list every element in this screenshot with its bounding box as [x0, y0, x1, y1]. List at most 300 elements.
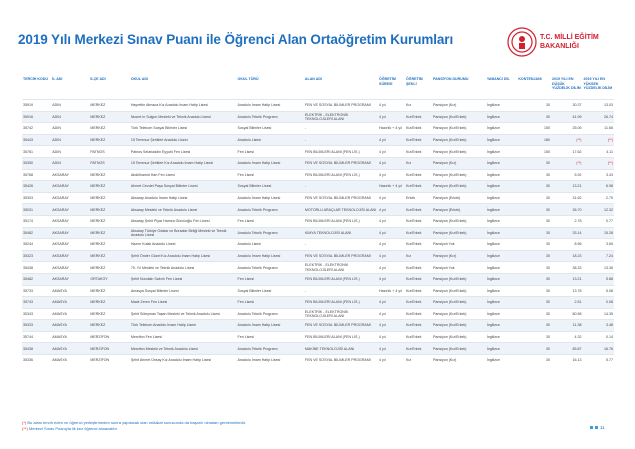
table-cell: 3.48	[582, 320, 614, 332]
table-cell: 35336	[22, 355, 51, 366]
table-row	[22, 331, 614, 343]
table-cell: 18.23	[551, 250, 582, 262]
table-cell: 30	[517, 227, 551, 239]
table-cell: AKSARAY	[51, 262, 89, 274]
table-cell: MERKEZ	[89, 123, 129, 135]
table-cell: 0.77	[582, 215, 614, 227]
table-cell: 4 yıl	[378, 320, 405, 332]
table-cell: 35482	[22, 273, 51, 285]
table-cell: İngilizce	[486, 250, 517, 262]
table-cell: MERKEZ	[89, 100, 129, 112]
table-cell: Hazım Kulak Anadolu Lisesi	[130, 239, 237, 251]
table-cell: Anadolu İmam Hatip Lisesi	[237, 355, 304, 366]
table-header-row	[22, 76, 614, 100]
table-cell: İngilizce	[486, 308, 517, 320]
column-header: TERCİH KODU	[23, 77, 48, 81]
logo-line1: T.C. MİLLİ EĞİTİM	[540, 34, 599, 41]
table-cell: 4 yıl	[378, 215, 405, 227]
footnote-2	[22, 426, 246, 432]
table-cell: 4 yıl	[378, 331, 405, 343]
table-row	[22, 111, 614, 123]
table-cell: 30	[517, 273, 551, 285]
table-cell: İngilizce	[486, 297, 517, 309]
table-cell: Kız	[405, 250, 432, 262]
table-cell: Fen Lisesi	[237, 215, 304, 227]
table-cell: 35761	[22, 146, 51, 158]
table-cell: 30	[517, 192, 551, 204]
column-header: İL ADI	[52, 77, 63, 81]
table-cell: Anadolu İmam Hatip Lisesi	[237, 100, 304, 112]
table-cell: 4 yıl	[378, 157, 405, 169]
table-cell: Anadolu İmam Hatip Lisesi	[237, 192, 304, 204]
table-cell: 5.88	[582, 273, 614, 285]
table-cell: Pansiyon (Erkek)	[432, 192, 486, 204]
table-cell: Pansiyon (Kız/Erkek)	[432, 111, 486, 123]
table-cell: İngilizce	[486, 355, 517, 366]
table-cell: 4 yıl	[378, 250, 405, 262]
table-cell: Sosyal Bilimler Lisesi	[237, 123, 304, 135]
table-cell: PATNOS	[89, 157, 129, 169]
table-cell: AKSARAY	[51, 215, 89, 227]
column-header: ÖĞRETİM ŞEKLİ	[406, 77, 423, 86]
table-cell: 35919	[22, 100, 51, 112]
table-cell: KİMYA TEKNOLOJİSİ ALANI	[304, 227, 378, 239]
table-cell: ADIN	[51, 123, 89, 135]
table-cell: Kız/Erkek	[405, 308, 432, 320]
table-cell: 35438	[22, 343, 51, 355]
table-cell: 30	[517, 169, 551, 181]
table-cell: 4 yıl	[378, 146, 405, 158]
table-cell: AMASYA	[51, 331, 89, 343]
table-row	[22, 100, 614, 112]
table-cell: 75. Yıl Mesleki ve Teknik Anadolu Lisesi	[130, 262, 237, 274]
table-cell: 35916	[22, 111, 51, 123]
table-cell: Pansiyon (Kız/Erkek)	[432, 297, 486, 309]
table-cell: Sosyal Bilimler Lisesi	[237, 181, 304, 193]
table-cell: 8.56	[551, 239, 582, 251]
table-cell: Anadolu Teknik Programı	[237, 111, 304, 123]
table-cell: 35244	[22, 239, 51, 251]
table-cell: AKSARAY	[51, 169, 89, 181]
table-cell: MERKEZ	[89, 111, 129, 123]
table-cell: 30	[517, 308, 551, 320]
table-cell: İngilizce	[486, 204, 517, 216]
table-cell: Kız/Erkek	[405, 227, 432, 239]
table-cell: -	[304, 134, 378, 146]
table-cell: 5.92	[551, 169, 582, 181]
footnote-text: Merkezi Sınav Puanıyla ilk kez öğrenci alınacaktır.	[27, 426, 118, 431]
table-cell: İngilizce	[486, 157, 517, 169]
table-cell: 5.08	[582, 285, 614, 297]
page-number	[590, 425, 605, 430]
table-cell: 15 Temmuz Şehitleri Anadolu Lisesi	[130, 134, 237, 146]
table-cell: FEN BİLİMLERİ ALANI (FEN LİS.)	[304, 273, 378, 285]
table-cell: 30	[517, 355, 551, 366]
table-cell: 30	[517, 204, 551, 216]
table-cell: FEN VE SOSYAL BİLİMLER PROGRAMI	[304, 355, 378, 366]
table-cell: İngilizce	[486, 192, 517, 204]
table-cell: Kız/Erkek	[405, 181, 432, 193]
table-cell: 5.77	[582, 355, 614, 366]
table-cell: Sosyal Bilimler Lisesi	[237, 285, 304, 297]
table-cell: ADIN	[51, 111, 89, 123]
table-cell: 30	[517, 215, 551, 227]
column-header: PANSİYON DURUMU	[432, 77, 469, 81]
table-cell: 180	[517, 134, 551, 146]
table-cell: Fen Lisesi	[237, 146, 304, 158]
table-cell: AKSARAY	[51, 204, 89, 216]
page-number-text: 11	[600, 425, 605, 430]
table-cell: 16.76	[582, 343, 614, 355]
table-cell: 13.78	[551, 285, 582, 297]
table-cell: Merzifon Fen Lisesi	[130, 331, 237, 343]
table-cell: 30	[517, 100, 551, 112]
column-header: ÖĞRETİM SÜRESİ	[379, 77, 396, 86]
table-cell: FEN VE SOSYAL BİLİMLER PROGRAMI	[304, 320, 378, 332]
table-cell: Anadolu Lisesi	[237, 239, 304, 251]
table-cell: 4 yıl	[378, 239, 405, 251]
table-cell: 35031	[22, 204, 51, 216]
table-cell: Merzifon Mesleki ve Teknik Anadolu Lisesi	[130, 343, 237, 355]
table-row	[22, 273, 614, 285]
table-cell: 4 yıl	[378, 204, 405, 216]
table-cell: İngilizce	[486, 111, 517, 123]
table-cell: 30	[517, 285, 551, 297]
table-cell: 30	[517, 331, 551, 343]
table-cell: 3.65	[582, 239, 614, 251]
table-cell: 41.99	[551, 111, 582, 123]
table-cell: İngilizce	[486, 123, 517, 135]
footnotes	[22, 420, 246, 432]
table-cell: İngilizce	[486, 215, 517, 227]
table-cell: 30	[517, 262, 551, 274]
page-dot-icon	[595, 426, 598, 429]
table-cell: 4 yıl	[378, 355, 405, 366]
table-cell: ELEKTRİK - ELEKTRONİK TEKNOLOJİLERİ ALANI	[304, 111, 378, 123]
table-cell: ELEKTRİK - ELEKTRONİK TEKNOLOJİLERİ ALANI	[304, 262, 378, 274]
table-cell: 35350	[22, 157, 51, 169]
table-cell: 12.32	[582, 204, 614, 216]
table-cell: MERKEZ	[89, 262, 129, 274]
table-cell: 13.21	[551, 273, 582, 285]
table-cell: Nusret in Sulgun Mesleki ve Teknik Anadolu Lisesi	[130, 111, 237, 123]
table-cell: MERKEZ	[89, 134, 129, 146]
table-cell: Patnos Selahaddin Eyyubi Fen Lisesi	[130, 146, 237, 158]
table-cell: Aksaray Anadolu İmam Hatip Lisesi	[130, 192, 237, 204]
table-cell: 38.33	[551, 262, 582, 274]
table-cell: MERKEZ	[89, 181, 129, 193]
table-row	[22, 215, 614, 227]
table-cell: 150	[517, 146, 551, 158]
column-header: 2019 YILI EN YÜKSEK YÜZDELİK DİLİM	[583, 77, 613, 90]
table-cell: 35426	[22, 181, 51, 193]
table-cell: 13.03	[582, 100, 614, 112]
table-cell: MERKEZ	[89, 285, 129, 297]
table-cell: İngilizce	[486, 239, 517, 251]
table-row	[22, 181, 614, 193]
table-cell: Kız/Erkek	[405, 169, 432, 181]
table-cell: 7.24	[582, 250, 614, 262]
table-cell: Anadolu Teknik Programı	[237, 308, 304, 320]
table-cell: Pansiyon (Kız/Erkek)	[432, 123, 486, 135]
table-cell: İngilizce	[486, 343, 517, 355]
table-row	[22, 123, 614, 135]
table-cell: 35742	[22, 123, 51, 135]
table-cell: 30	[517, 239, 551, 251]
table-cell: 14.35	[582, 308, 614, 320]
table-cell: 0.08	[582, 297, 614, 309]
table-cell: 4 yıl	[378, 297, 405, 309]
table-cell: 16.13	[551, 355, 582, 366]
table-cell: (**)	[582, 134, 614, 146]
table-cell: 4 yıl	[378, 169, 405, 181]
column-header: İLÇE ADI	[90, 77, 106, 81]
table-cell: FEN BİLİMLERİ ALANI (FEN LİS.)	[304, 146, 378, 158]
table-cell: Kız/Erkek	[405, 134, 432, 146]
table-cell: İngilizce	[486, 146, 517, 158]
table-cell: Kız/Erkek	[405, 285, 432, 297]
table-cell: 13.21	[551, 181, 582, 193]
table-cell: 35443	[22, 134, 51, 146]
table-cell: Kız	[405, 100, 432, 112]
column-header: OKUL TÜRÜ	[237, 77, 259, 81]
table-cell: Kız/Erkek	[405, 262, 432, 274]
table-cell: İngilizce	[486, 169, 517, 181]
table-cell: Pansiyon (Kız/Erkek)	[432, 146, 486, 158]
table-cell: FEN BİLİMLERİ ALANI (FEN LİS.)	[304, 169, 378, 181]
table-cell: 31.62	[551, 192, 582, 204]
table-cell: ADIN	[51, 146, 89, 158]
table-cell: -	[304, 239, 378, 251]
table-cell: AMASYA	[51, 320, 89, 332]
footnote-mark: (**)	[22, 426, 28, 431]
table-cell: Pansiyon (Erkek)	[432, 204, 486, 216]
table-cell: 4.32	[551, 331, 582, 343]
table-cell: 35733	[22, 285, 51, 297]
table-cell: Kız	[405, 157, 432, 169]
table-cell: 30	[517, 320, 551, 332]
table-cell: Anadolu Teknik Programı	[237, 227, 304, 239]
table-cell: Abdülhamid Han Fen Lisesi	[130, 169, 237, 181]
table-cell: FEN VE SOSYAL BİLİMLER PROGRAMI	[304, 192, 378, 204]
table-cell: Kız/Erkek	[405, 146, 432, 158]
table-cell: 4 yıl	[378, 111, 405, 123]
table-cell: 26.74	[582, 111, 614, 123]
table-cell: Pansiyon Yok	[432, 239, 486, 251]
table-cell: AMASYA	[51, 308, 89, 320]
schools-table	[22, 76, 614, 366]
table-cell: AMASYA	[51, 285, 89, 297]
table-cell: 4 yıl	[378, 262, 405, 274]
table-row	[22, 157, 614, 169]
table-cell: FEN VE SOSYAL BİLİMLER PROGRAMI	[304, 250, 378, 262]
table-cell: 35303	[22, 192, 51, 204]
table-cell: 17.62	[551, 146, 582, 158]
table-cell: 11.66	[582, 123, 614, 135]
table-cell: 35343	[22, 308, 51, 320]
table-cell: Hazırlık + 4 yıl	[378, 181, 405, 193]
table-cell: Türk Telekom Anadolu İmam Hatip Lisesi	[130, 320, 237, 332]
table-row	[22, 355, 614, 366]
table-row	[22, 204, 614, 216]
table-cell: Pansiyon (Kız/Erkek)	[432, 134, 486, 146]
table-row	[22, 320, 614, 332]
table-cell: Pansiyon (Kız)	[432, 355, 486, 366]
table-cell: -	[304, 123, 378, 135]
table-cell: Kız/Erkek	[405, 273, 432, 285]
table-cell: MERKEZ	[89, 250, 129, 262]
table-cell: 15 Temmuz Şehitleri Kız Anadolu İmam Hatip Lisesi	[130, 157, 237, 169]
table-cell: 30	[517, 181, 551, 193]
table-cell: Anadolu Teknik Programı	[237, 343, 304, 355]
table-cell: FEN BİLİMLERİ ALANI (FEN LİS.)	[304, 331, 378, 343]
table-cell: Pansiyon Yok	[432, 262, 486, 274]
table-cell: FEN VE SOSYAL BİLİMLER PROGRAMI	[304, 100, 378, 112]
table-cell: ADIN	[51, 134, 89, 146]
table-cell: Erkek	[405, 192, 432, 204]
table-row	[22, 134, 614, 146]
table-cell: İngilizce	[486, 331, 517, 343]
table-cell: Pansiyon (Kız/Erkek)	[432, 181, 486, 193]
table-cell: Fen Lisesi	[237, 273, 304, 285]
table-cell: 0.14	[582, 331, 614, 343]
footnote-mark: (*)	[22, 420, 27, 425]
table-cell: MERKEZ	[89, 227, 129, 239]
table-cell: (**)	[582, 157, 614, 169]
table-cell: Kız/Erkek	[405, 320, 432, 332]
table-cell: AKSARAY	[51, 227, 89, 239]
column-header: 2019 YILI EN DÜŞÜK YÜZDELİK DİLİM	[552, 77, 581, 90]
table-cell: 35438	[22, 262, 51, 274]
column-header: KONTENJANI	[518, 77, 542, 81]
table-cell: 4 yıl	[378, 134, 405, 146]
table-cell: Anadolu Teknik Programı	[237, 204, 304, 216]
table-cell: 30.37	[551, 100, 582, 112]
table-cell: 4 yıl	[378, 227, 405, 239]
table-cell: MAKİNE TEKNOLOJİSİ ALANI	[304, 343, 378, 355]
table-cell: PATNOS	[89, 146, 129, 158]
table-cell: Kız/Erkek	[405, 123, 432, 135]
table-cell: 35333	[22, 320, 51, 332]
page-dot-icon	[590, 426, 593, 429]
table-cell: 26.70	[551, 204, 582, 216]
table-cell: 2.78	[551, 215, 582, 227]
table-cell: Pansiyon (Kız/Erkek)	[432, 285, 486, 297]
table-cell: 35744	[22, 331, 51, 343]
table-cell: 25.05	[551, 123, 582, 135]
table-cell: İngilizce	[486, 227, 517, 239]
table-cell: MERKEZ	[89, 320, 129, 332]
table-cell: Pansiyon (Kız/Erkek)	[432, 227, 486, 239]
table-cell: Anadolu İmam Hatip Lisesi	[237, 250, 304, 262]
table-body	[22, 100, 614, 366]
table-cell: Macit Zeren Fen Lisesi	[130, 297, 237, 309]
table-cell: Ahmet Cevdet Paşa Sosyal Bilimler Lisesi	[130, 181, 237, 193]
table-cell: Kız/Erkek	[405, 204, 432, 216]
table-cell: Kız/Erkek	[405, 239, 432, 251]
table-cell: Şehit Nurullah Sabırlı Fen Lisesi	[130, 273, 237, 285]
table-cell: AMASYA	[51, 343, 89, 355]
table-cell: Fen Lisesi	[237, 297, 304, 309]
table-cell: 11.38	[551, 320, 582, 332]
table-cell: 30	[517, 297, 551, 309]
table-cell: İngilizce	[486, 100, 517, 112]
table-cell: 6.98	[582, 181, 614, 193]
table-cell: 35768	[22, 169, 51, 181]
table-cell: 30	[517, 111, 551, 123]
table-row	[22, 146, 614, 158]
table-cell: 30	[517, 250, 551, 262]
table-cell: Kız/Erkek	[405, 297, 432, 309]
table-cell: Aksaray Şehit Piyar Hamza Gürcüoğlu Fen Lisesi	[130, 215, 237, 227]
table-cell: 4 yıl	[378, 308, 405, 320]
table-cell: İngilizce	[486, 285, 517, 297]
footnote-text: Bu alanı tercih eden ve öğrenci yerleştirmeden sonra yapılacak olan mülakat sonucunda da başarılı olmaları gerekmektedir.	[26, 420, 246, 425]
table-cell: 3.43	[582, 169, 614, 181]
table-cell: 35174	[22, 215, 51, 227]
table-cell: Kız	[405, 355, 432, 366]
table-cell: Hazırlık + 4 yıl	[378, 123, 405, 135]
table-cell: Amasya Sosyal Bilimler Lisesi	[130, 285, 237, 297]
table-cell: AKSARAY	[51, 192, 89, 204]
table-cell: 35323	[22, 250, 51, 262]
table-cell: AKSARAY	[51, 273, 89, 285]
table-cell: Kız/Erkek	[405, 111, 432, 123]
table-cell: MERKEZ	[89, 297, 129, 309]
column-header: ALAN ADI	[304, 77, 322, 81]
table-cell: Anadolu Teknik Programı	[237, 262, 304, 274]
table-cell: Kız/Erkek	[405, 215, 432, 227]
table-cell: Şehit Ahmet Ünsay Kız Anadolu İmam Hatip Lisesi	[130, 355, 237, 366]
table-row	[22, 169, 614, 181]
table-cell: ADIN	[51, 100, 89, 112]
table-cell: Pansiyon (Kız/Erkek)	[432, 308, 486, 320]
table-cell: 4.11	[582, 146, 614, 158]
table-cell: Hazırlık + 4 yıl	[378, 285, 405, 297]
table-cell: İngilizce	[486, 262, 517, 274]
table-cell: Pansiyon (Kız)	[432, 100, 486, 112]
table-cell: Anadolu Lisesi	[237, 134, 304, 146]
table-cell: MERKEZ	[89, 192, 129, 204]
table-row	[22, 192, 614, 204]
table-cell: FEN VE SOSYAL BİLİMLER PROGRAMI	[304, 157, 378, 169]
table-cell: İngilizce	[486, 320, 517, 332]
table-cell: 4 yıl	[378, 273, 405, 285]
table-cell: 33.14	[551, 227, 582, 239]
table-cell: Pansiyon (Kız/Erkek)	[432, 215, 486, 227]
table-cell: İngilizce	[486, 134, 517, 146]
table-row	[22, 285, 614, 297]
table-cell: (**)	[551, 134, 582, 146]
table-cell: 2.75	[582, 192, 614, 204]
table-cell: MERKEZ	[89, 215, 129, 227]
table-cell: 15.28	[582, 227, 614, 239]
table-cell: MERKEZ	[89, 308, 129, 320]
table-cell: FEN BİLİMLERİ ALANI (FEN LİS.)	[304, 297, 378, 309]
table-cell: AKSARAY	[51, 181, 89, 193]
column-header: OKUL ADI	[130, 77, 148, 81]
table-cell: Hayrettin Atmaca Kız Anadolu İmam Hatip Lisesi	[130, 100, 237, 112]
table-cell: -	[304, 181, 378, 193]
table-cell: Pansiyon (Kız/Erkek)	[432, 273, 486, 285]
table-cell: Kız/Erkek	[405, 331, 432, 343]
table-row	[22, 250, 614, 262]
table-cell: 85.87	[551, 343, 582, 355]
table-row	[22, 262, 614, 274]
table-cell: 4 yıl	[378, 100, 405, 112]
table-cell: Pansiyon (Kız/Erkek)	[432, 343, 486, 355]
table-cell: Pansiyon (Kız/Erkek)	[432, 320, 486, 332]
